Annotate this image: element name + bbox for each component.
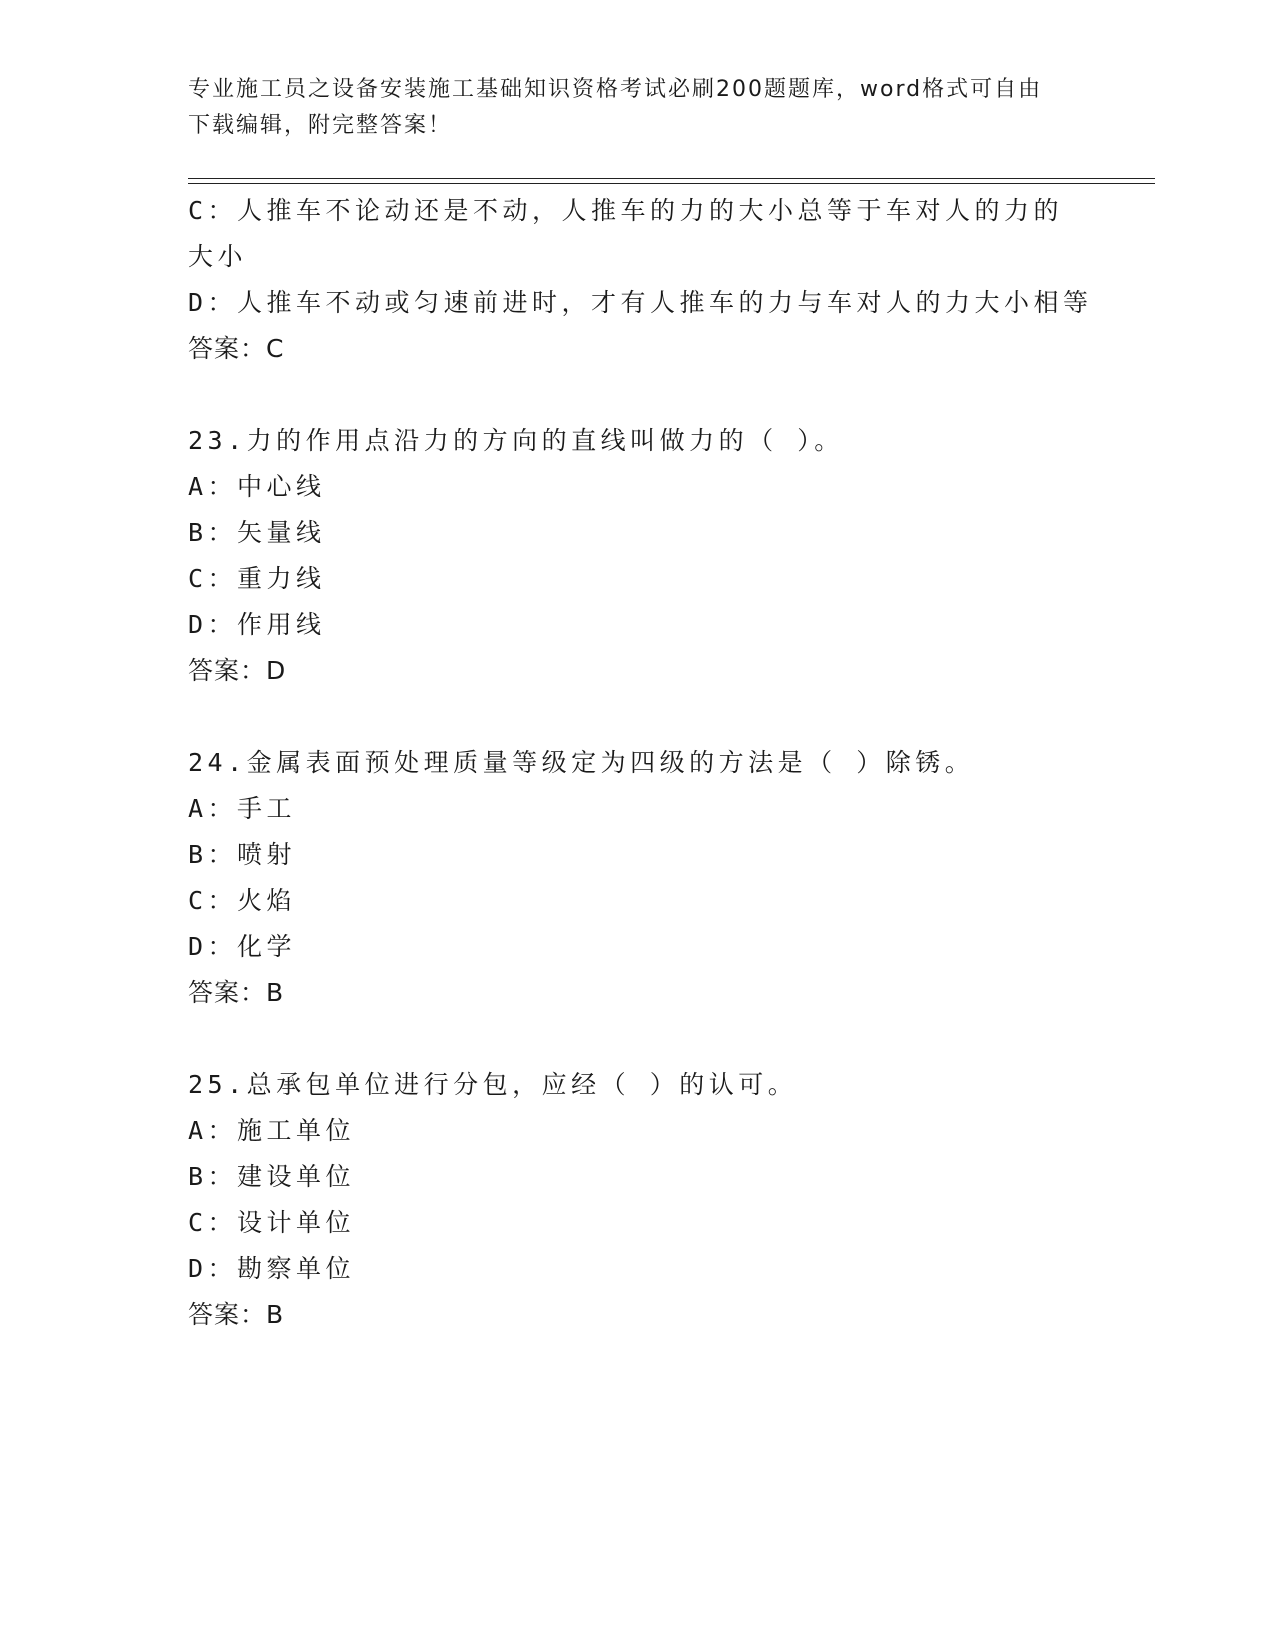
answer-line: 答案：B: [188, 1300, 285, 1329]
answer-line: 答案：B: [188, 978, 285, 1007]
option-b: B：矢量线: [188, 518, 326, 547]
question-25: [188, 1062, 1088, 1338]
answer-line: 答案：D: [188, 656, 287, 685]
option-c: C：重力线: [188, 564, 326, 593]
header-title-line-2: 下载编辑，附完整答案！: [188, 113, 453, 138]
spacer: [188, 372, 1088, 418]
option-c: C：设计单位: [188, 1208, 356, 1237]
spacer: [188, 1016, 1088, 1062]
header-title-line-1: 专业施工员之设备安装施工基础知识资格考试必刷200题题库，word格式可自由: [188, 77, 1043, 102]
question-stem: 24.金属表面预处理质量等级定为四级的方法是（ ）除锈。: [188, 748, 975, 777]
spacer: [188, 694, 1088, 740]
document-header: [188, 72, 1078, 144]
option-d: D：人推车不动或匀速前进时，才有人推车的力与车对人的力大小相等: [188, 288, 1093, 317]
option-a: A：手工: [188, 794, 297, 823]
option-d: D：勘察单位: [188, 1254, 356, 1283]
option-c: C：人推车不论动还是不动，人推车的力的大小总等于车对人的力的大小: [188, 196, 1064, 271]
option-c: C：火焰: [188, 886, 297, 915]
question-23: [188, 418, 1088, 694]
answer-line: 答案：C: [188, 334, 285, 363]
option-a: A：中心线: [188, 472, 326, 501]
option-d: D：化学: [188, 932, 297, 961]
option-b: B：建设单位: [188, 1162, 356, 1191]
header-divider-bottom: [188, 183, 1155, 184]
question-list: [188, 188, 1093, 1338]
option-b: B：喷射: [188, 840, 297, 869]
header-divider-top: [188, 178, 1155, 179]
option-d: D：作用线: [188, 610, 326, 639]
previous-question-tail: [188, 188, 1093, 372]
question-stem: 25.总承包单位进行分包，应经（ ）的认可。: [188, 1070, 798, 1099]
question-24: [188, 740, 1088, 1016]
question-stem: 23.力的作用点沿力的方向的直线叫做力的（ ）。: [188, 426, 844, 455]
option-a: A：施工单位: [188, 1116, 356, 1145]
